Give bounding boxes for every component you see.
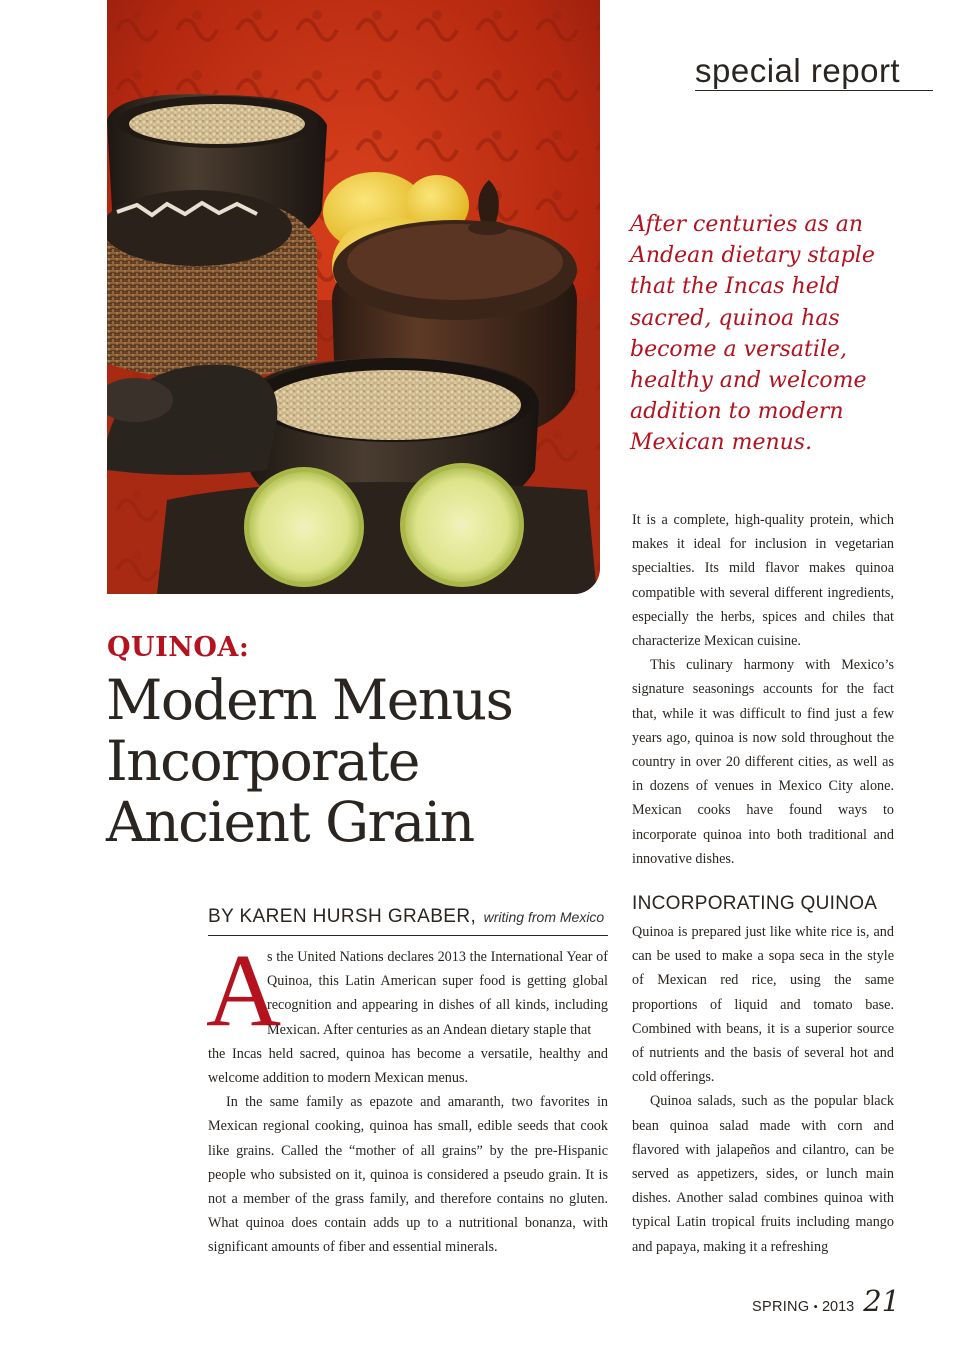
- body-paragraph: Quinoa salads, such as the popular black bean quinoa salad made with corn and flavored with jalapeños and cilantro, can be served as appetizers, sides, or lunch main dishes. Another salad combines quinoa with typical Latin tropical fruits including mango and papaya, making it a refreshing: [632, 1093, 894, 1255]
- quinoa-photo: [107, 0, 600, 594]
- lead-paragraph-start: s the United Nations declares 2013 the International Year of Quinoa, this Latin American super food is getting global recognition and appearing in dishes of all kinds, including Mexican. After centuries as an Andean dietary staple that: [267, 949, 608, 1038]
- body-paragraph: In the same family as epazote and amaranth, two favorites in Mexican regional cooking, quinoa has small, edible seeds that cook like grains. Called the “mother of all grains” by the pre-Hispanic people who subsisted on it, quinoa is considered a pseudo grain. It is not a member of the grass family, and therefore contains no gluten. What quinoa does contain adds up to a nutritional bonanza, with significant amounts of fiber and essential minerals.: [208, 1094, 608, 1256]
- headline: [106, 670, 596, 853]
- section-tag: special report: [695, 52, 933, 91]
- folio: [752, 1284, 900, 1318]
- headline-line: Ancient Grain: [106, 790, 474, 854]
- folio-separator: •: [813, 1299, 818, 1314]
- page-number: 21: [863, 1284, 901, 1318]
- subhead: INCORPORATING QUINOA: [632, 893, 878, 914]
- byline-location: writing from Mexico: [483, 909, 605, 925]
- pull-quote: After centuries as an Andean dietary staple that the Incas held sacred, quinoa has become a versatile, healthy and welcome addition to modern Mexican menus.: [630, 212, 875, 456]
- body-paragraph: This culinary harmony with Mexico’s signature seasonings accounts for the fact that, while it was difficult to find just a few years ago, quinoa is now sold throughout the country in over 20 different cities, as well as in dozens of venues in Mexico City alone. Mexican cooks have found ways to incorporate quinoa into both traditional and innovative dishes.: [632, 657, 894, 867]
- lead-paragraph: [206, 933, 608, 1048]
- body-paragraph: It is a complete, high-quality protein, which makes it ideal for inclusion in vegetarian specialties. Its mild flavor makes quinoa compatible with several different ingredients, especially the herbs, spices and chiles that characterize Mexican cuisine.: [632, 512, 894, 650]
- headline-kicker: QUINOA:: [107, 632, 250, 663]
- body-paragraph: Quinoa is prepared just like white rice is, and can be used to make a sopa seca in the style of Mexican red rice, using the same proportions of liquid and tomato base. Combined with beans, it is a superior source of nutrients and the basis of several hot and cold offerings.: [632, 924, 894, 1086]
- byline-author: BY KAREN HURSH GRABER,: [208, 906, 477, 927]
- article-column-left: [206, 933, 608, 1260]
- folio-season: SPRING: [752, 1299, 810, 1315]
- article-column-right-bottom: [632, 920, 894, 1259]
- lead-paragraph-rest: the Incas held sacred, quinoa has become a versatile, healthy and welcome addition to modern Mexican menus.: [208, 1045, 608, 1087]
- headline-line: Incorporate: [106, 729, 419, 793]
- quinoa-photo-illustration: [107, 0, 600, 594]
- headline-line: Modern Menus: [106, 668, 513, 732]
- article-column-right-top: [632, 508, 894, 871]
- drop-cap: A: [206, 933, 282, 1048]
- folio-year: 2013: [821, 1299, 855, 1315]
- byline: [208, 906, 608, 936]
